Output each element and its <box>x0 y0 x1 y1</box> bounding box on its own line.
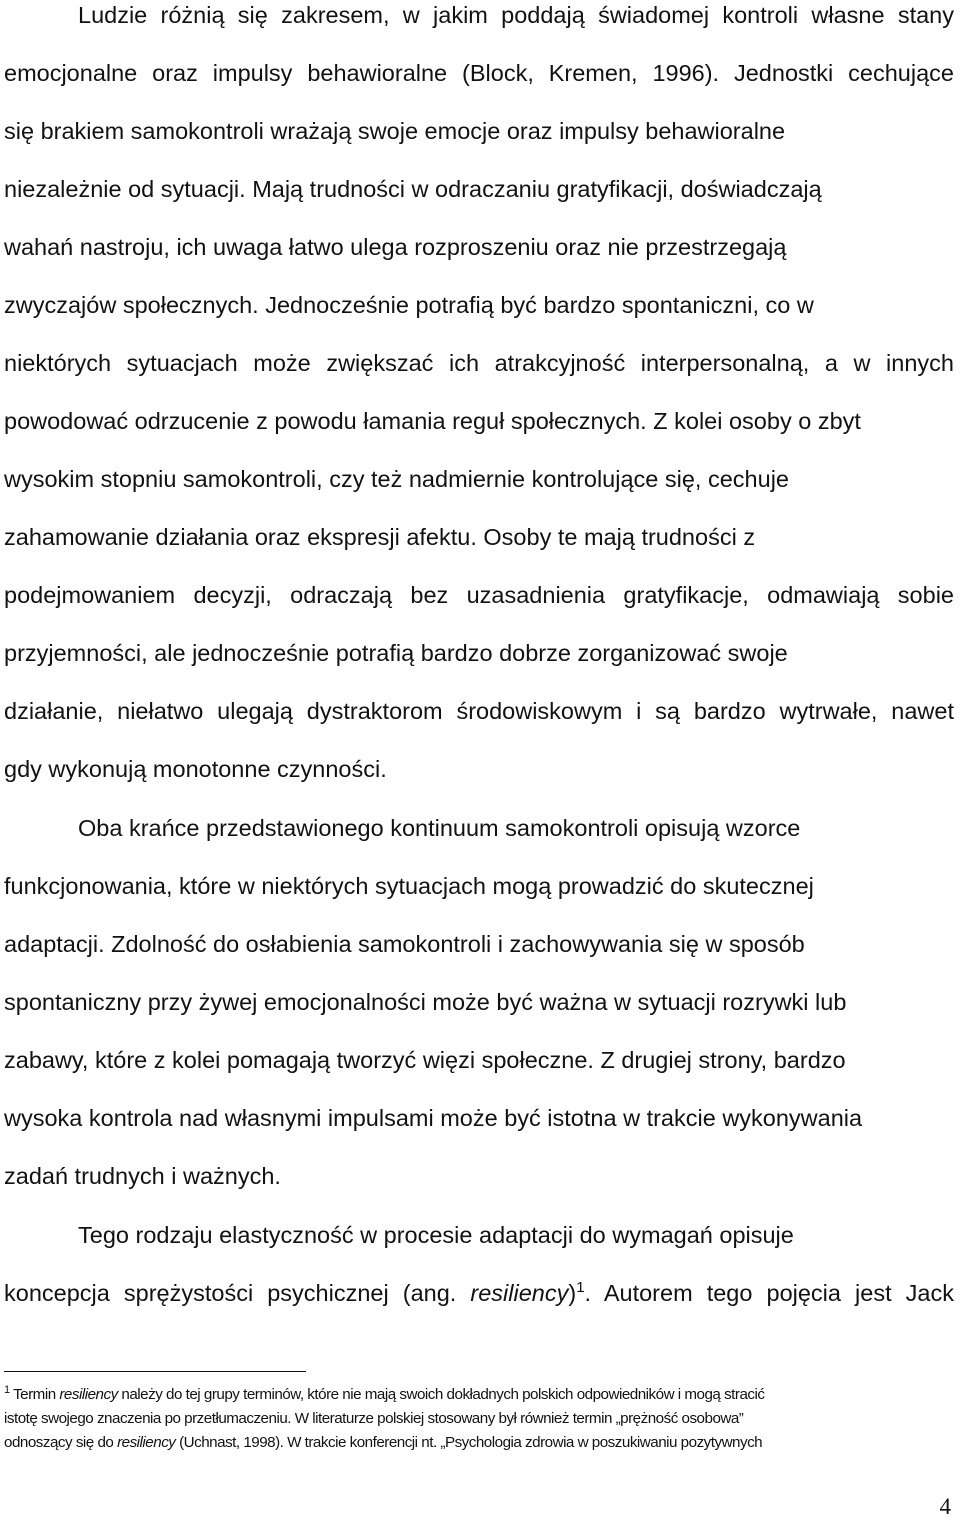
page-number: 4 <box>939 1494 951 1519</box>
body-line-10: zahamowanie działania oraz ekspresji afektu. Osoby te mają trudności z <box>4 524 756 550</box>
body-line-13: działanie, niełatwo ulegają dystraktorom środowiskowym i są bardzo wytrwałe, nawet <box>4 698 954 724</box>
footnote-line-1-a: Termin <box>9 1386 60 1403</box>
footnote-separator <box>4 1371 306 1372</box>
footnote-line-3-a: odnoszący się do <box>4 1434 118 1451</box>
footnote-reference[interactable]: 1 <box>576 1279 585 1296</box>
body-line-3: się brakiem samokontroli wrażają swoje emocje oraz impulsy behawioralne <box>4 118 786 144</box>
body-line-14: gdy wykonują monotonne czynności. <box>4 756 387 782</box>
footnote-line-2: istotę swojego znaczenia po przetłumaczeniu. W literaturze polskiej stosowany był również termin „prężność osobowa” <box>4 1410 744 1427</box>
body-line-18: spontaniczny przy żywej emocjonalności może być ważna w sytuacji rozrywki lub <box>4 989 847 1015</box>
body-line-4: niezależnie od sytuacji. Mają trudności w odraczaniu gratyfikacji, doświadczają <box>4 176 822 202</box>
footnote-line-3 <box>4 1433 762 1453</box>
body-line-15: Oba krańce przedstawionego kontinuum samokontroli opisują wzorce <box>78 815 801 841</box>
body-line-11: podejmowaniem decyzji, odraczają bez uzasadnienia gratyfikacje, odmawiają sobie <box>4 582 954 608</box>
footnote-line-1-italic: resiliency <box>59 1386 118 1403</box>
body-line-23 <box>4 1278 954 1308</box>
last-line-text-before: koncepcja sprężystości psychicznej (ang. <box>4 1280 471 1306</box>
body-line-1: Ludzie różnią się zakresem, w jakim poddają świadomej kontroli własne stany <box>78 2 954 28</box>
footnote-line-3-italic: resiliency <box>117 1434 176 1451</box>
body-line-17: adaptacji. Zdolność do osłabienia samokontroli i zachowywania się w sposób <box>4 931 805 957</box>
last-line-text-after: . Autorem tego pojęcia jest Jack <box>584 1280 954 1306</box>
body-line-2: emocjonalne oraz impulsy behawioralne (Block, Kremen, 1996). Jednostki cechujące <box>4 60 954 86</box>
body-line-21: zadań trudnych i ważnych. <box>4 1163 281 1189</box>
body-line-5: wahań nastroju, ich uwaga łatwo ulega rozproszeniu oraz nie przestrzegają <box>4 234 787 260</box>
body-line-12: przyjemności, ale jednocześnie potrafią bardzo dobrze zorganizować swoje <box>4 640 788 666</box>
body-line-6: zwyczajów społecznych. Jednocześnie potrafią być bardzo spontaniczni, co w <box>4 292 814 318</box>
footnote-line-3-b: (Uchnast, 1998). W trakcie konferencji nt. „Psychologia zdrowia w poszukiwaniu pozytywnych <box>175 1434 763 1451</box>
last-line-close-paren: ) <box>568 1280 577 1306</box>
footnote-line-1 <box>4 1385 764 1405</box>
footnote-marker: 1 <box>4 1384 10 1396</box>
body-line-9: wysokim stopniu samokontroli, czy też nadmiernie kontrolujące się, cechuje <box>4 466 789 492</box>
body-line-16: funkcjonowania, które w niektórych sytuacjach mogą prowadzić do skutecznej <box>4 873 814 899</box>
body-line-7: niektórych sytuacjach może zwiększać ich atrakcyjność interpersonalną, a w innych <box>4 350 954 376</box>
body-line-22: Tego rodzaju elastyczność w procesie adaptacji do wymagań opisuje <box>78 1222 794 1248</box>
last-line-italic-term: resiliency <box>470 1280 569 1306</box>
footnote-line-1-b: należy do tej grupy terminów, które nie mają swoich dokładnych polskich odpowiedników i mogą stracić <box>117 1386 765 1403</box>
body-line-19: zabawy, które z kolei pomagają tworzyć więzi społeczne. Z drugiej strony, bardzo <box>4 1047 846 1073</box>
body-line-8: powodować odrzucenie z powodu łamania reguł społecznych. Z kolei osoby o zbyt <box>4 408 861 434</box>
body-line-20: wysoka kontrola nad własnymi impulsami może być istotna w trakcie wykonywania <box>4 1105 863 1131</box>
